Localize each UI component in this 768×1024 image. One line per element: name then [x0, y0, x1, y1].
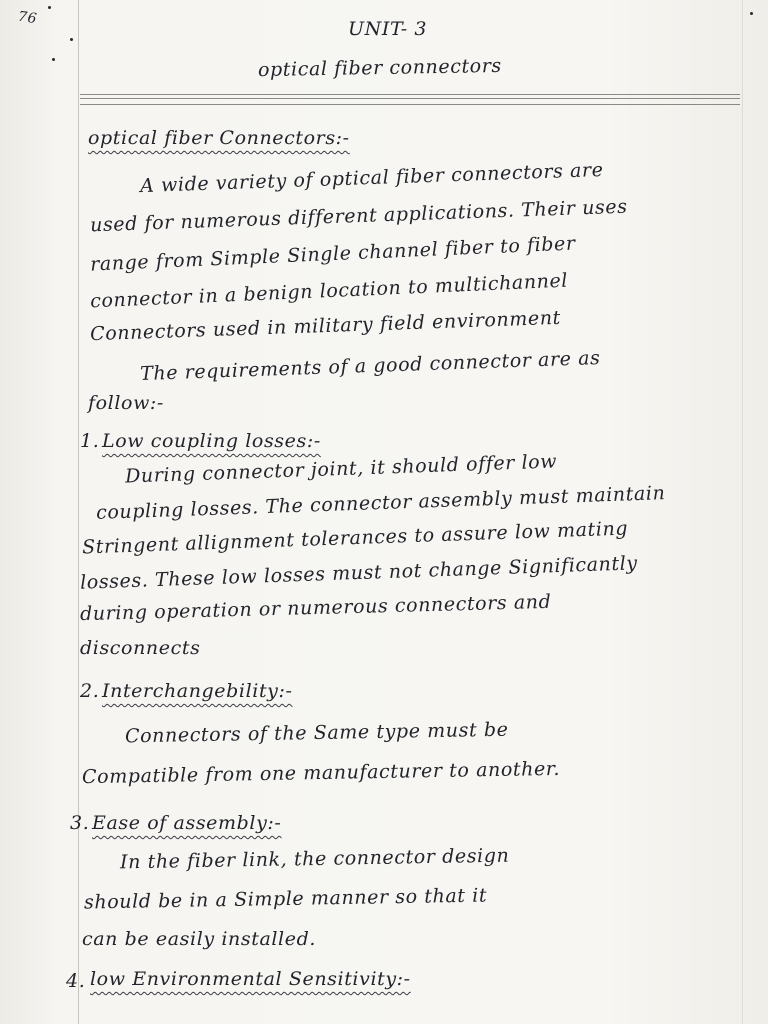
requirements-line: follow:- — [88, 392, 164, 414]
ink-dot — [48, 6, 51, 9]
intro-line: connector in a benign location to multichannel — [89, 269, 569, 313]
item-line: Stringent allignment tolerances to assure low mating — [81, 517, 629, 559]
header-rule — [80, 104, 740, 105]
requirements-line: The requirements of a good connector are as — [139, 346, 601, 386]
item-line: Connectors of the Same type must be — [124, 718, 509, 748]
item-heading: low Environmental Sensitivity:- — [90, 968, 411, 990]
item-heading: Low coupling losses:- — [102, 430, 321, 452]
ink-dot — [750, 12, 753, 15]
ink-dot — [52, 58, 55, 61]
page-edge — [742, 0, 743, 1024]
section-heading: optical fiber Connectors:- — [88, 127, 350, 149]
intro-line: range from Simple Single channel fiber to fiber — [89, 232, 577, 276]
unit-label: UNIT- 3 — [348, 18, 428, 40]
item-number: 3. — [70, 812, 90, 834]
ink-dot — [70, 38, 73, 41]
chapter-title: optical fiber connectors — [257, 54, 502, 82]
item-line: Compatible from one manufacturer to another. — [81, 757, 561, 789]
margin-line — [78, 0, 79, 1024]
item-line: During connector joint, it should offer low — [124, 450, 558, 488]
header-rule — [80, 94, 740, 95]
item-line: should be in a Simple manner so that it — [83, 884, 488, 914]
intro-line: Connectors used in military field environment — [89, 306, 562, 346]
page-number: 76 — [16, 8, 39, 28]
intro-line: A wide variety of optical fiber connectors are — [139, 158, 604, 198]
item-line: disconnects — [80, 637, 201, 659]
item-line: losses. These low losses must not change Significantly — [79, 552, 639, 594]
item-line: during operation or numerous connectors and — [79, 590, 552, 626]
intro-line: used for numerous different applications. Their uses — [89, 195, 628, 237]
item-number: 1. — [80, 430, 100, 452]
item-number: 4. — [66, 970, 86, 992]
item-number: 2. — [80, 680, 100, 702]
item-heading: Ease of assembly:- — [92, 812, 282, 834]
header-rule — [80, 98, 740, 99]
item-heading: Interchangebility:- — [102, 680, 293, 702]
item-line: can be easily installed. — [82, 928, 316, 950]
item-line: In the fiber link, the connector design — [119, 844, 510, 874]
item-line: coupling losses. The connector assembly must maintain — [95, 482, 666, 524]
